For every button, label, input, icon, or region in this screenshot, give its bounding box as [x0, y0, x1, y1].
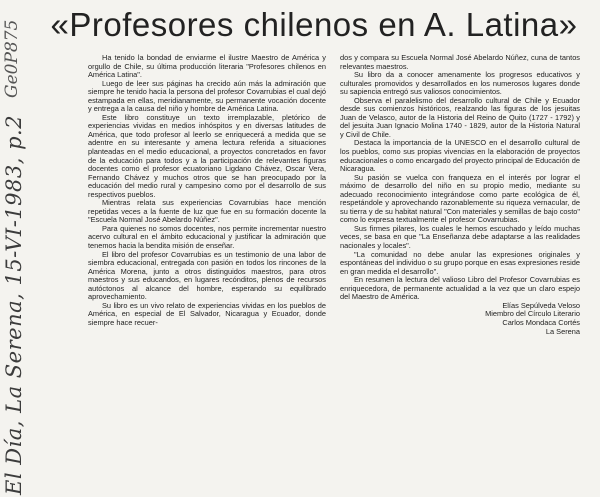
paragraph: Sus firmes pilares, los cuales le hemos escuchado y leído muchas veces, se basa en que "La Enseñanza debe adaptarse a las realidades nacionales y locales". [340, 223, 580, 251]
paragraph: Observa el paralelismo del desarrollo cultural de Chile y Ecuador desde sus comienzos históricos, realzando las figuras de los jesuitas Juan de Velasco, autor de la Historia del Reino de Quito (1727 - 1792) y del jesuita Juan Ignacio Molina 1740 - 1829, autor de la Historia Natural y Civil de Chile. [340, 95, 580, 139]
paragraph: Este libro constituye un texto irremplazable, pletórico de experiencias vividas en medios inhóspitos y en diversas latitudes de América, que todo profesor al leerlo se enriquecerá a medida que se adentre en su interesante y amena lectura referida a situaciones planteadas en el medio educacional, a proyectos concretados en favor de la educación para todos y a la participación de relevantes figuras docentes como el profesor ecuatoriano Ligdano Chávez, Oscar Vera, Fernando Chávez y muchos otros que se han preocupado por la educación del medio rural y campesino como por el desarrollo de sus respectivos pueblos. [88, 112, 326, 199]
paragraph: Su pasión se vuelca con franqueza en el interés por lograr el máximo de desarrollo del niño en su propio medio, mediante su adecuado reconocimiento integrándose como parte ecológica de él, respetándole y aprovechando razonablemente su riqueza vernacular, de su tierra y de su habitat natural "Con materiales y semillas de bajo costo" como lo expresa textualmente el profesor Covarrubias. [340, 172, 580, 225]
author-signature [340, 302, 580, 336]
paragraph: Su libro da a conocer amenamente los progresos educativos y culturales promovidos y desarrollados en los numerosos lugares donde su sapiencia entregó sus valiosos conocimientos. [340, 70, 580, 97]
paragraph: Ha tenido la bondad de enviarme el ilustre Maestro de América y orgullo de Chile, su última producción literaria "Profesores chilenos en América Latina". [88, 53, 326, 80]
author-affiliation: Miembro del Círculo Literario [485, 309, 580, 319]
paragraph: En resumen la lectura del valioso Libro del Profesor Covarrubias es enriquecedora, de permanente actualidad a la vez que un claro espejo del Maestro de América. [340, 275, 580, 302]
paragraph: El libro del profesor Covarrubias es un testimonio de una labor de siembra educacional, entregada con pasión en todos los rincones de la América Morena, junto a otros distinguidos maestros, para otros maestros y sus educandos, en lugares recónditos, plenos de recursos autóctonos al alcance del hombre, esperando su equilibrado aprovechamiento. [88, 249, 326, 302]
paragraph: "La comunidad no debe anular las expresiones originales y espontáneas del individuo o su grupo porque en esas expresiones reside en gran medida el desarrollo". [340, 249, 580, 276]
paragraph: Destaca la importancia de la UNESCO en el desarrollo cultural de los pueblos, como sus propias vivencias en la elaboración de proyectos educacionales o como encargado del proyecto principal de Educación de Nicaragua. [340, 138, 580, 174]
paragraph: Para quienes no somos docentes, nos permite incrementar nuestro acervo cultural en el ámbito educacional y justificar la admiración que tenemos hacia la bendita misión de enseñar. [88, 223, 326, 251]
paragraph: Mientras relata sus experiencias Covarrubias hace mención repetidas veces a la fuente de luz que fue en su formación docente la "Escuela Normal José Abelardo Núñez". [88, 198, 326, 225]
right-text-column [340, 54, 580, 336]
left-text-column [88, 54, 326, 328]
author-place: La Serena [545, 326, 580, 336]
article-headline: «Profesores chilenos en A. Latina» [50, 6, 578, 43]
author-name: Elías Sepúlveda Veloso [502, 300, 580, 310]
handwritten-catalog-code: Ge0P875 [2, 19, 22, 98]
handwritten-source-note: El Día, La Serena, 15-VI-1983, p.2 [2, 114, 26, 495]
paragraph: Su libro es un vivo relato de experiencias vividas en los pueblos de América, en especial de El Salvador, Nicaragua y Ecuador, donde siempre hace recuer- [88, 300, 326, 327]
paragraph: Luego de leer sus páginas ha crecido aún más la admiración que siempre he tenido hacia la persona del profesor Covarrubias el cual dejó estampada en ellas, meridianamente, su permanente vocación docente y entrega a la causa del niño y hombre de América Latina. [88, 78, 326, 114]
literary-circle-name: Carlos Mondaca Cortés [502, 318, 580, 328]
paragraph: dos y compara su Escuela Normal José Abelardo Núñez, cuna de tantos relevantes maestros. [340, 53, 580, 71]
